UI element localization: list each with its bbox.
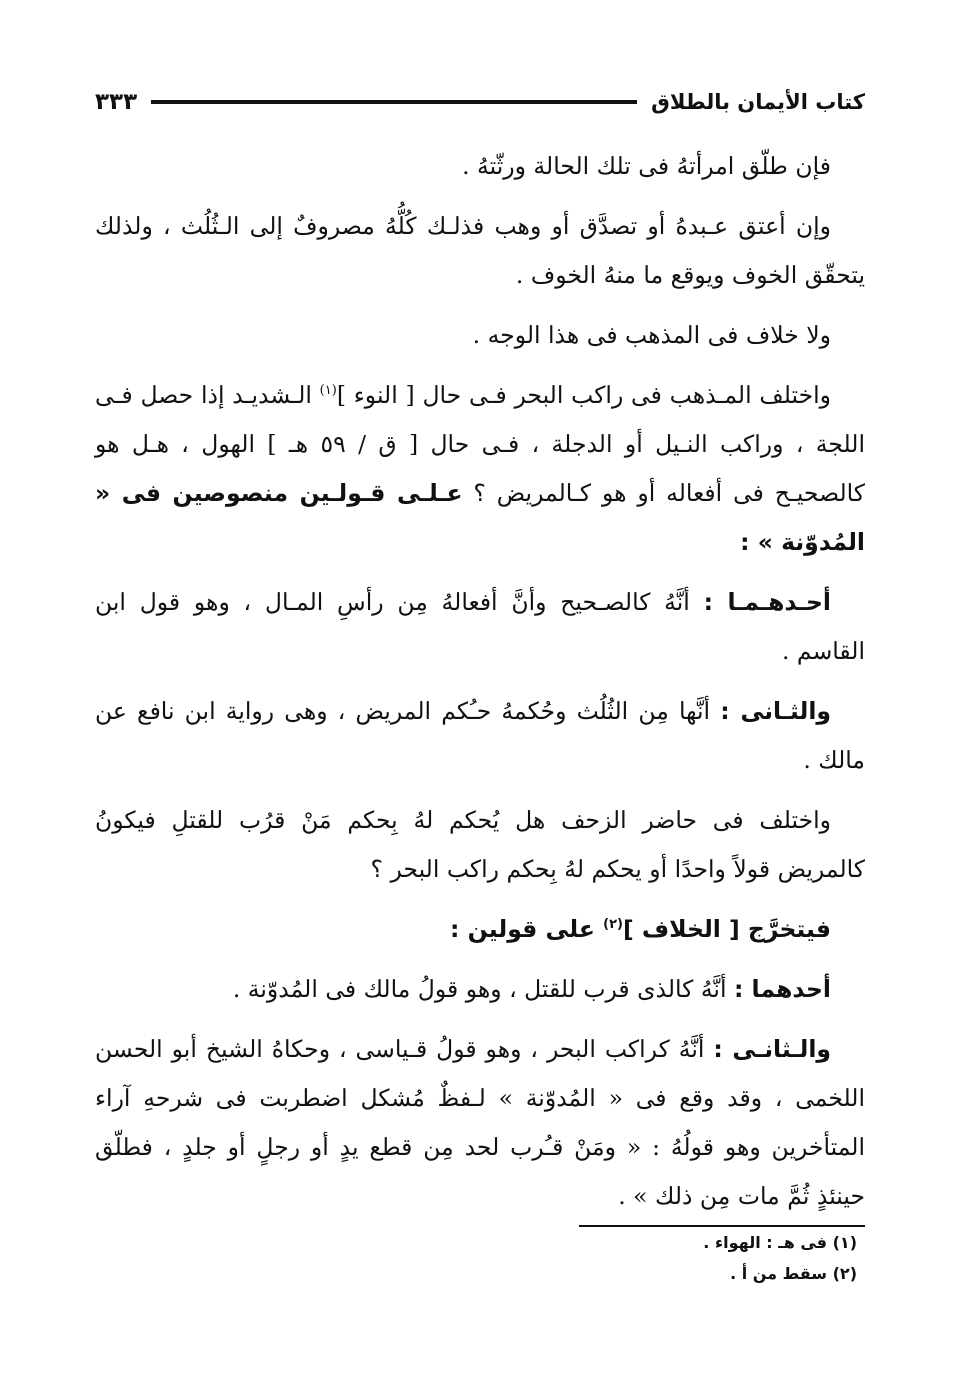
paragraph-9-text: أنَّهُ كالذى قرب للقتل ، وهو قولُ مالك فى المُدوّنة . [232,975,734,1003]
paragraph-1: فإن طلّق امرأتهُ فى تلك الحالة ورثّتهُ . [462,152,831,180]
running-header [95,80,865,124]
footnote-marker-2: (٢) [603,917,623,933]
paragraph-8-text-a: فيتخرَّج [ الخلاف ] [622,915,831,943]
paragraph-5-text: أنَّهُ كالصـحيح وأنَّ أفعالهُ مِن رأسِ المـال ، وهو قول ابن القاسم . [95,588,865,665]
paragraph-4-bold: عـلـى قـولـين منصوصين فى « المُدوّنة » : [95,479,865,556]
paragraph-7: واختلف فى حاضر الزحف هل يُحكم لهُ بِحكم مَنْ قرُب للقتلِ فيكونُ كالمريض قولاً واحدًا أو يحكم لهُ بِحكم راكب البحر ؟ [95,806,865,883]
paragraph-4-text-b: الـشديـد إذا حصل فـى اللجة ، وراكب النـيل أو الدجلة ، فـى حال [ ق / ٥٩ هـ ] الهول ، هـل هو كالصحيـح فى أفعاله أو هو كـالمريض ؟ [95,381,865,507]
footnote-2: (٢) سقط من أ . [730,1264,857,1283]
chapter-title: كتاب الأيمان بالطلاق [651,90,865,114]
paragraph-4 [95,371,865,567]
paragraph-5 [95,578,865,676]
paragraph-10 [95,1025,865,1221]
paragraph-8-text-b: على قولين : [450,915,604,943]
paragraph-8 [95,905,865,954]
header-rule [151,100,637,104]
paragraph-9-lead: أحدهما : [733,975,831,1003]
book-page [95,80,865,1330]
paragraph-6-text: أنَّها مِن الثُلُث وحُكمهُ حـُكم المريض ، وهى رواية ابن نافع عن مالك . [95,697,865,774]
paragraph-4-text-a: واختلف المـذهب فى راكب البحر فـى حال [ النوء ] [336,381,831,409]
page-number: ٣٣٣ [95,89,138,115]
paragraph-6-lead: والثـانى : [720,697,831,725]
paragraph-3: ولا خلاف فى المذهب فى هذا الوجه . [472,321,831,349]
paragraph-2: وإن أعتق عـبدهُ أو تصدَّق أو وهب فذلـك كُلُّهُ مصروفٌ إلى الـثُلُث ، ولذلك يتحقّق الخوف ويوقع ما منهُ الخوف . [95,212,865,289]
main-text [95,142,865,1232]
paragraph-10-text: أنَّهُ كراكب البحر ، وهو قولُ قـياسى ، وحكاهُ الشيخ أبو الحسن اللخمى ، وقد وقع فى « المُدوّنة » لـفظٌ مُشكل اضطربت فى شرحهِ آراء المتأخرين وهو قولُهُ : « ومَنْ قـُرب لحد مِن قطع يدٍ أو رجلٍ أو جلدٍ ، فطلّق حينئذٍ ثُمَّ مات مِن ذلك » . [95,1035,865,1210]
footnote-marker-1: (١) [319,383,337,399]
paragraph-9 [95,965,865,1014]
footnote-1: (١) فى هـ : الهواء . [703,1233,857,1252]
paragraph-5-lead: أحـدهـمـا : [703,588,831,616]
paragraph-6 [95,687,865,785]
footnotes [95,1225,865,1289]
paragraph-10-lead: والـثانـى : [713,1035,831,1063]
